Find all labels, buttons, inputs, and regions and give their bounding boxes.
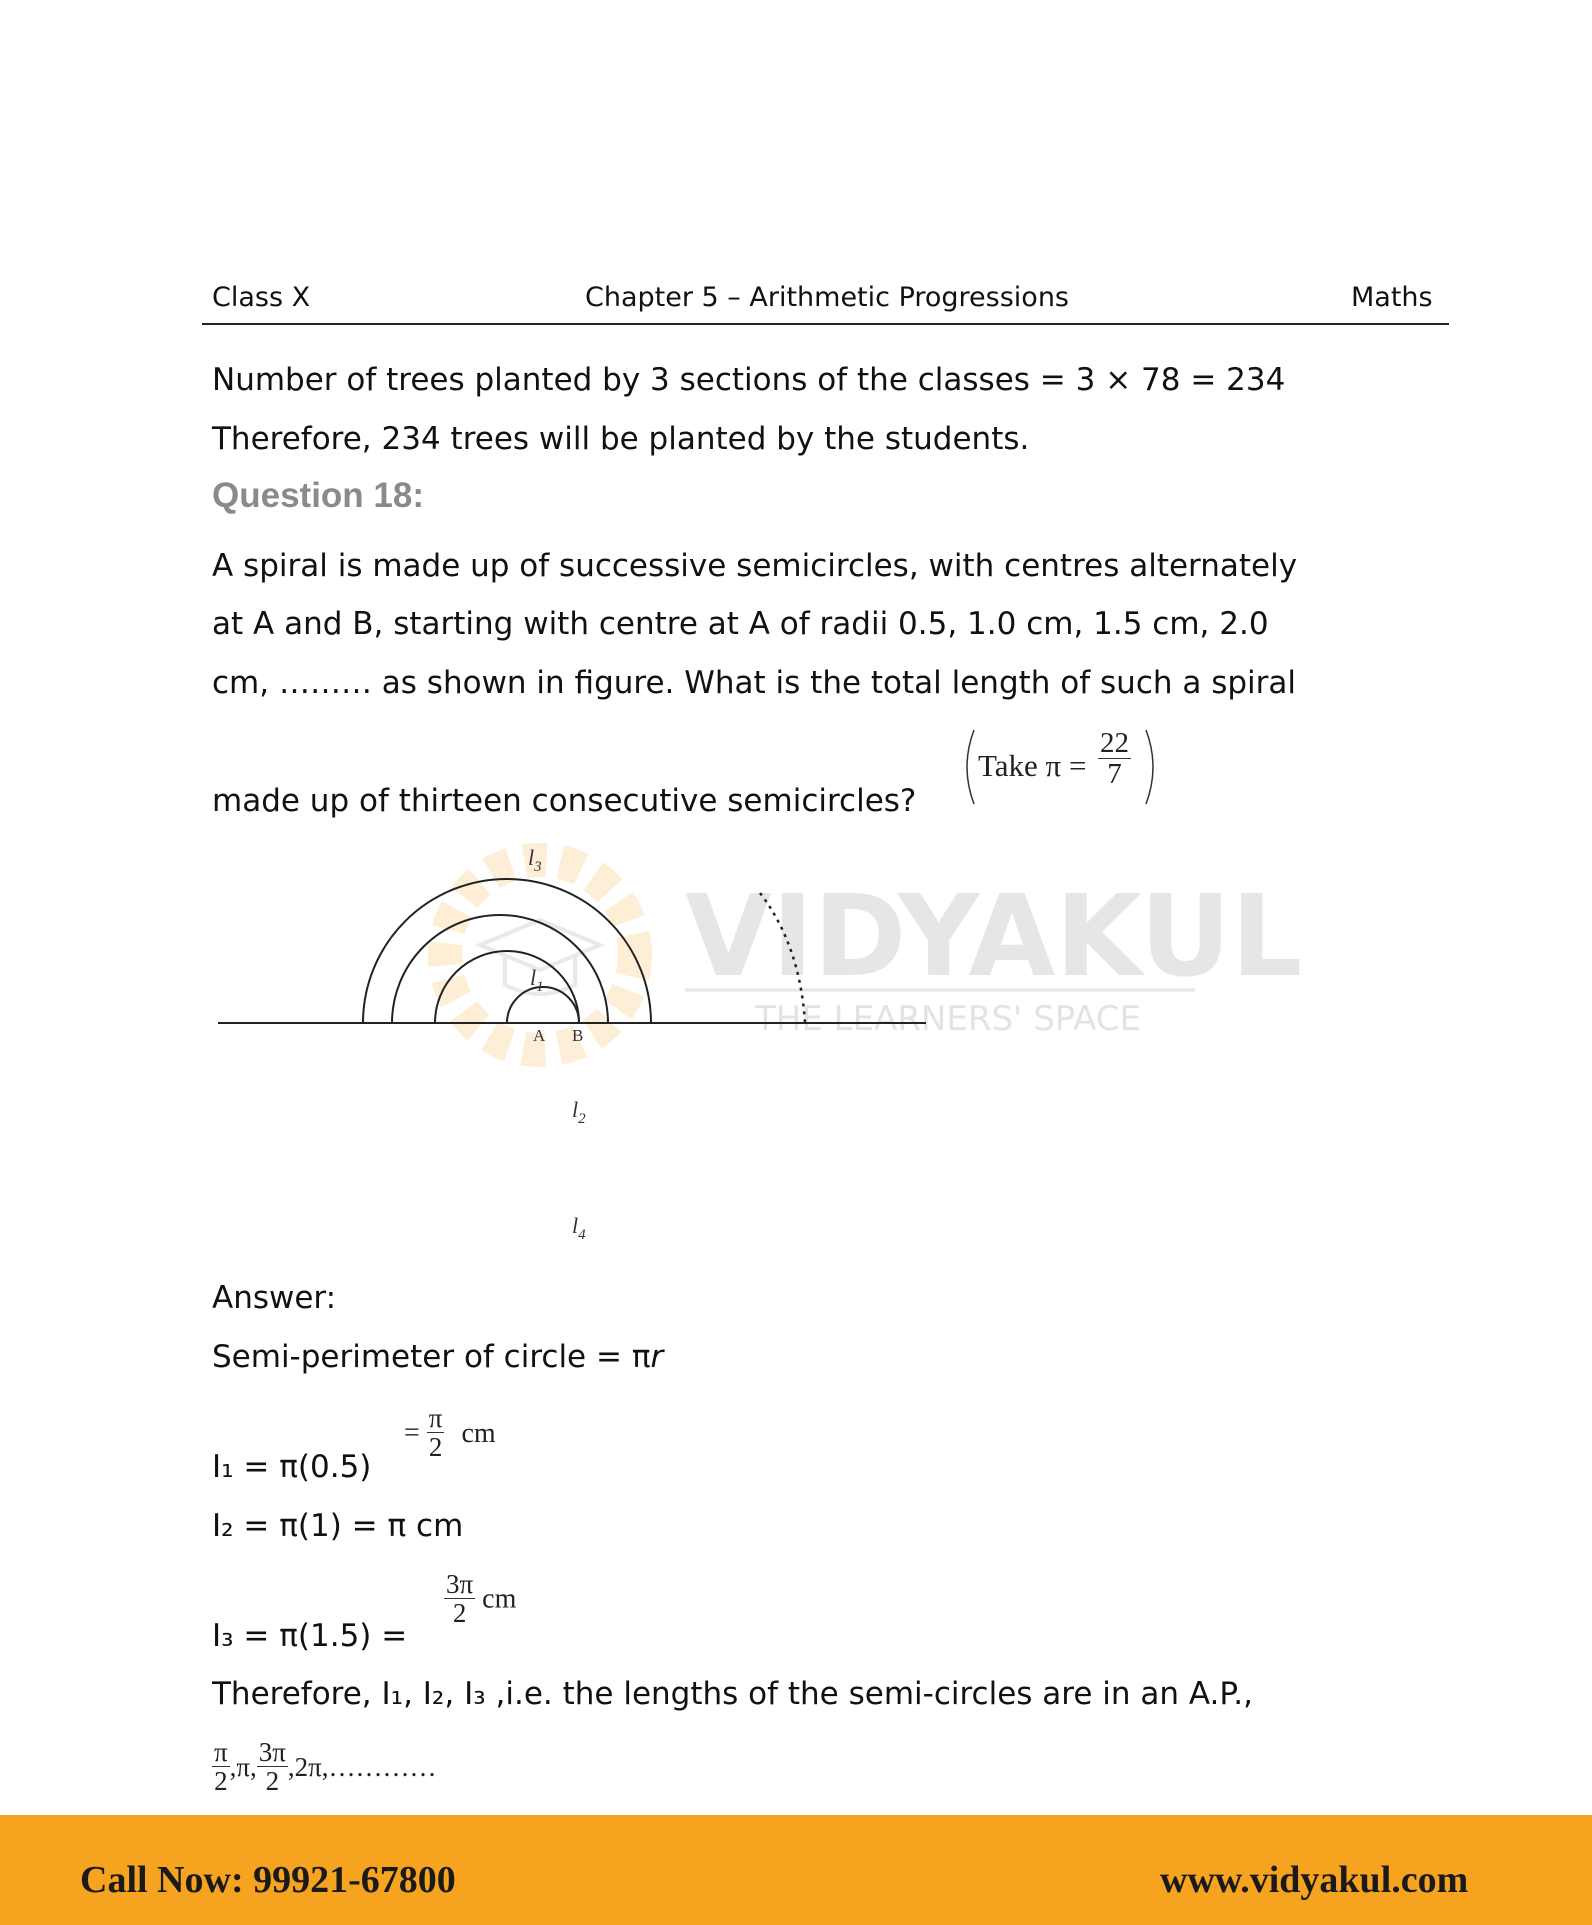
question-line-4: made up of thirteen consecutive semicircles? [212,783,917,819]
semi-perimeter-line [212,1339,663,1375]
l1-fraction [427,1404,445,1463]
vidyakul-watermark [445,860,1302,1050]
ap-term-1 [212,1738,230,1797]
ap-rest: ,2π,………… [287,1752,437,1783]
semi-perimeter-text: Semi-perimeter of circle = π [212,1339,651,1375]
ap-term-3-den: 2 [257,1766,288,1797]
l3-denominator: 2 [444,1598,475,1629]
ap-term-1-den: 2 [212,1766,230,1797]
question-heading: Question 18: [212,476,424,515]
take-pi-prefix: Take π = [978,748,1087,783]
l3-numerator: 3π [446,1569,474,1599]
l3-fraction [444,1570,475,1629]
label-l3: $l_3$ [528,845,542,875]
spiral-figure [210,835,1303,1255]
l1-unit: cm [461,1417,496,1449]
take-pi-numerator: 22 [1100,727,1129,759]
question-line-1: A spiral is made up of successive semicircles, with centres alternately [212,548,1298,584]
take-pi-note [960,726,1160,808]
watermark-logo-icon [445,860,635,1050]
semi-perimeter-variable: r [650,1339,664,1375]
trees-conclusion-line: Therefore, 234 trees will be planted by the students. [212,421,1030,457]
question-line-3: cm, ……… as shown in figure. What is the total length of such a spiral [212,665,1297,701]
l3-result [444,1570,516,1629]
ap-separator: ,π, [229,1752,257,1783]
l3-unit: cm [482,1583,517,1615]
header-subject: Maths [1351,282,1433,313]
label-a: A [533,1026,546,1045]
l3-equation: I₃ = π(1.5) = [212,1618,408,1654]
ap-series [212,1738,437,1797]
header-class: Class X [212,282,311,313]
footer-call-now[interactable]: Call Now: 99921-67800 [80,1859,456,1901]
ap-term-3 [257,1738,288,1797]
watermark-tagline: THE LEARNERS' SPACE [755,999,1142,1039]
header-chapter: Chapter 5 – Arithmetic Progressions [585,282,1069,313]
trees-total-line: Number of trees planted by 3 sections of the classes = 3 × 78 = 234 [212,362,1286,398]
l1-numerator: π [428,1403,443,1433]
watermark-brand: VIDYAKUL [685,872,1303,1002]
l1-result [404,1404,496,1463]
label-l2: $l_2$ [572,1097,586,1127]
header-divider [202,323,1449,325]
l1-denominator: 2 [427,1432,445,1463]
label-l1: $l_1$ [530,965,544,995]
label-l4: $l_4$ [572,1213,586,1243]
l1-equals: = [404,1417,420,1449]
ap-term-1-num: π [214,1737,228,1767]
take-pi-fraction [1098,728,1131,791]
take-pi-denominator: 7 [1098,758,1131,791]
l1-equation: I₁ = π(0.5) [212,1449,372,1485]
l2-equation: I₂ = π(1) = π cm [212,1508,464,1544]
question-line-2: at A and B, starting with centre at A of radii 0.5, 1.0 cm, 1.5 cm, 2.0 [212,606,1269,642]
ap-term-3-num: 3π [258,1737,286,1767]
label-b: B [572,1026,584,1045]
ap-statement: Therefore, I₁, I₂, I₃ ,i.e. the lengths of the semi-circles are in an A.P., [212,1676,1253,1712]
footer-website-link[interactable]: www.vidyakul.com [1160,1859,1469,1901]
answer-label: Answer: [212,1280,337,1316]
